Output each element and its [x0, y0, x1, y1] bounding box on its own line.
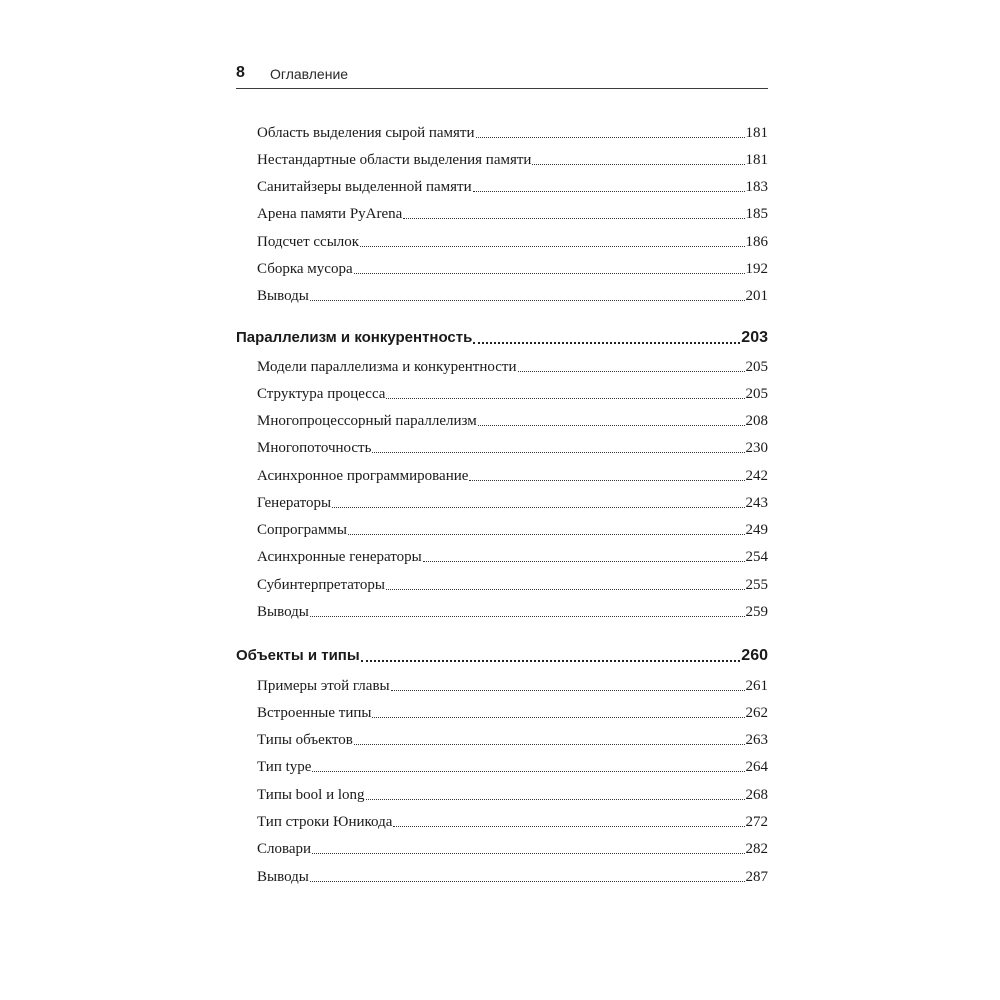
toc-entry-title: Выводы: [257, 288, 309, 304]
dot-leader: [478, 425, 745, 426]
toc-section-entry: [236, 834, 768, 858]
toc-entry-title: Область выделения сырой памяти: [257, 125, 475, 141]
toc-entry-page-number: 203: [741, 329, 768, 346]
dot-leader: [361, 660, 741, 662]
toc-section-entry: [236, 752, 768, 776]
toc-section-entry: [236, 542, 768, 566]
dot-leader: [393, 826, 744, 827]
toc-entry-page-number: 181: [745, 152, 768, 168]
toc-entry-title: Словари: [257, 841, 312, 857]
dot-leader: [310, 616, 745, 617]
toc-section-entry: [236, 379, 768, 403]
dot-leader: [473, 191, 745, 192]
toc-section-entry: [236, 145, 768, 169]
toc-section-entry: [236, 227, 768, 251]
toc-section-entry: [236, 172, 768, 196]
dot-leader: [476, 137, 745, 138]
running-title: Оглавление: [270, 66, 349, 82]
toc-entry-page-number: 272: [745, 814, 768, 830]
toc-entry-title: Многопроцессорный параллелизм: [257, 413, 477, 429]
toc-section-entry: [236, 352, 768, 376]
toc-entry-page-number: 201: [745, 288, 768, 304]
toc-entry-title: Асинхронные генераторы: [257, 549, 422, 565]
toc-entry-page-number: 261: [745, 678, 768, 694]
toc-entry-page-number: 262: [745, 705, 768, 721]
toc-entry-title: Выводы: [257, 604, 309, 620]
dot-leader: [310, 881, 745, 882]
dot-leader: [310, 300, 745, 301]
toc-section-entry: [236, 807, 768, 831]
dot-leader: [372, 717, 744, 718]
dot-leader: [518, 371, 745, 372]
toc-entry-title: Выводы: [257, 869, 309, 885]
toc-section-entry: [236, 862, 768, 886]
toc-entry-title: Сопрограммы: [257, 522, 347, 538]
toc-section-entry: [236, 461, 768, 485]
toc-entry-title: Типы bool и long: [257, 787, 365, 803]
toc-entry-page-number: 264: [745, 759, 768, 775]
toc-entry-page-number: 208: [745, 413, 768, 429]
dot-leader: [403, 218, 744, 219]
dot-leader: [469, 480, 744, 481]
toc-section-entry: [236, 780, 768, 804]
toc-entry-page-number: 181: [745, 125, 768, 141]
toc-entry-title: Нестандартные области выделения памяти: [257, 152, 532, 168]
toc-chapter-entry: [236, 323, 768, 347]
toc-entry-title: Многопоточность: [257, 440, 372, 456]
dot-leader: [354, 744, 745, 745]
toc-chapter-entry: [236, 641, 768, 665]
table-of-contents: [236, 0, 768, 1000]
dot-leader: [360, 246, 744, 247]
toc-entry-title: Тип строки Юникода: [257, 814, 393, 830]
dot-leader: [348, 534, 745, 535]
toc-section-entry: [236, 698, 768, 722]
toc-section-entry: [236, 433, 768, 457]
toc-entry-page-number: 183: [745, 179, 768, 195]
toc-section-entry: [236, 570, 768, 594]
dot-leader: [386, 398, 744, 399]
toc-entry-title: Субинтерпретаторы: [257, 577, 385, 593]
toc-entry-page-number: 242: [745, 468, 768, 484]
dot-leader: [473, 342, 740, 344]
toc-entry-title: Арена памяти PyArena: [257, 206, 403, 222]
toc-section-entry: [236, 281, 768, 305]
toc-entry-page-number: 205: [745, 359, 768, 375]
toc-entry-title: Примеры этой главы: [257, 678, 390, 694]
toc-entry-page-number: 254: [745, 549, 768, 565]
toc-section-entry: [236, 597, 768, 621]
dot-leader: [312, 771, 744, 772]
toc-section-entry: [236, 118, 768, 142]
toc-section-entry: [236, 254, 768, 278]
toc-entry-page-number: 192: [745, 261, 768, 277]
toc-entry-title: Тип type: [257, 759, 312, 775]
toc-section-entry: [236, 671, 768, 695]
dot-leader: [423, 561, 745, 562]
toc-entry-title: Асинхронное программирование: [257, 468, 469, 484]
toc-entry-title: Структура процесса: [257, 386, 386, 402]
toc-entry-page-number: 243: [745, 495, 768, 511]
toc-section-entry: [236, 406, 768, 430]
toc-section-entry: [236, 488, 768, 512]
dot-leader: [391, 690, 745, 691]
toc-entry-title: Модели параллелизма и конкурентности: [257, 359, 517, 375]
toc-entry-page-number: 287: [745, 869, 768, 885]
toc-entry-page-number: 249: [745, 522, 768, 538]
toc-entry-title: Сборка мусора: [257, 261, 353, 277]
toc-entry-title: Параллелизм и конкурентность: [236, 329, 473, 346]
toc-entry-page-number: 186: [745, 234, 768, 250]
toc-entry-page-number: 185: [745, 206, 768, 222]
toc-entry-page-number: 260: [741, 647, 768, 664]
toc-entry-title: Подсчет ссылок: [257, 234, 360, 250]
toc-entry-page-number: 259: [745, 604, 768, 620]
toc-entry-title: Объекты и типы: [236, 647, 360, 664]
dot-leader: [386, 589, 745, 590]
dot-leader: [366, 799, 745, 800]
toc-entry-page-number: 268: [745, 787, 768, 803]
toc-entry-page-number: 263: [745, 732, 768, 748]
dot-leader: [332, 507, 744, 508]
toc-entry-page-number: 282: [745, 841, 768, 857]
toc-entry-page-number: 205: [745, 386, 768, 402]
toc-section-entry: [236, 725, 768, 749]
dot-leader: [372, 452, 744, 453]
toc-entry-page-number: 230: [745, 440, 768, 456]
dot-leader: [354, 273, 745, 274]
toc-entry-title: Типы объектов: [257, 732, 353, 748]
dot-leader: [312, 853, 744, 854]
toc-entry-title: Встроенные типы: [257, 705, 372, 721]
toc-entry-page-number: 255: [745, 577, 768, 593]
dot-leader: [532, 164, 744, 165]
toc-entry-title: Санитайзеры выделенной памяти: [257, 179, 472, 195]
toc-section-entry: [236, 199, 768, 223]
toc-entry-title: Генераторы: [257, 495, 332, 511]
page-number: 8: [236, 64, 245, 81]
toc-section-entry: [236, 515, 768, 539]
